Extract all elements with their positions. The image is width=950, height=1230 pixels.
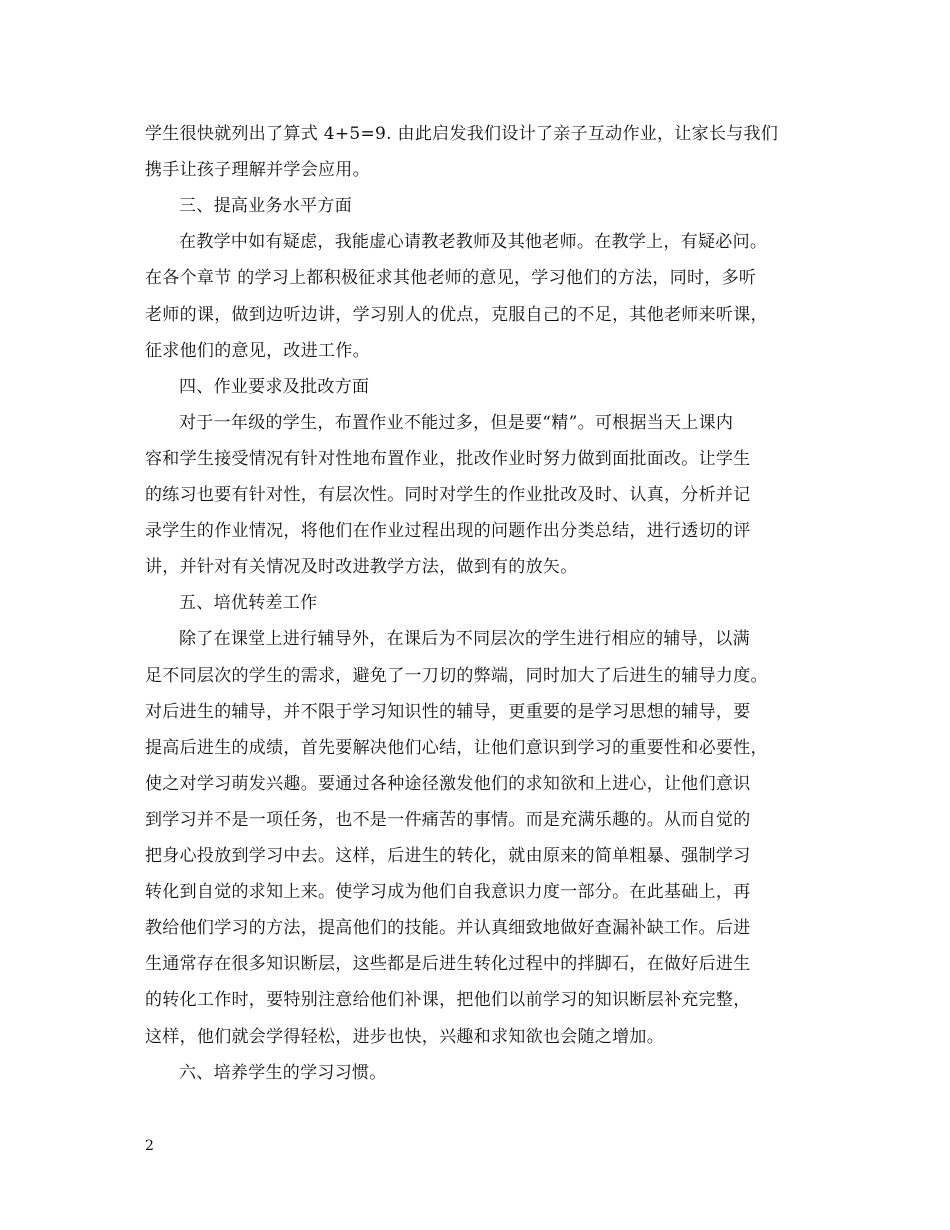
paragraph-line-indented: 除了在课堂上进行辅导外，在课后为不同层次的学生进行相应的辅导，以满 <box>179 629 750 649</box>
paragraph-line: 生通常存在很多知识断层，这些都是后进生转化过程中的拌脚石，在做好后进生 <box>145 954 751 974</box>
paragraph-line: 的转化工作时，要特别注意给他们补课，把他们以前学习的知识断层补充完整， <box>145 990 751 1010</box>
page-number: 2 <box>145 1138 154 1154</box>
paragraph-line: 这样，他们就会学得轻松，进步也快，兴趣和求知欲也会随之增加。 <box>145 1027 664 1047</box>
paragraph-line: 征求他们的意见，改进工作。 <box>145 341 370 361</box>
paragraph-line: 老师的课，做到边听边讲，学习别人的优点，克服自己的不足，其他老师来听课， <box>145 305 768 325</box>
paragraph-line: 提高后进生的成绩，首先要解决他们心结，让他们意识到学习的重要性和必要性， <box>145 738 768 758</box>
paragraph-line: 容和学生接受情况有针对性地布置作业，批改作业时努力做到面批面改。让学生 <box>145 449 751 469</box>
paragraph-line-indented: 五、培优转差工作 <box>179 593 318 613</box>
paragraph-line: 在各个章节 的学习上都积极征求其他老师的意见，学习他们的方法，同时，多听 <box>145 268 757 288</box>
paragraph-line-indented: 在教学中如有疑虑，我能虚心请教老教师及其他老师。在教学上，有疑必问。 <box>179 232 768 252</box>
paragraph-line-indented: 六、培养学生的学习习惯。 <box>179 1063 387 1083</box>
paragraph-line: 转化到自觉的求知上来。使学习成为他们自我意识力度一部分。在此基础上，再 <box>145 882 751 902</box>
paragraph-line: 对后进生的辅导，并不限于学习知识性的辅导，更重要的是学习思想的辅导，要 <box>145 702 751 722</box>
paragraph-line: 足不同层次的学生的需求，避免了一刀切的弊端，同时加大了后进生的辅导力度。 <box>145 666 768 686</box>
paragraph-line: 携手让孩子理解并学会应用。 <box>145 160 370 180</box>
paragraph-line-indented: 四、作业要求及批改方面 <box>179 377 370 397</box>
paragraph-line-indented: 对于一年级的学生，布置作业不能过多，但是要“精”。可根据当天上课内 <box>179 413 734 433</box>
paragraph-line: 的练习也要有针对性，有层次性。同时对学生的作业批改及时、认真，分析并记 <box>145 485 751 505</box>
paragraph-line: 讲，并针对有关情况及时改进教学方法，做到有的放矢。 <box>145 557 578 577</box>
paragraph-line: 到学习并不是一项任务，也不是一件痛苦的事情。而是充满乐趣的。从而自觉的 <box>145 810 751 830</box>
paragraph-line: 学生很快就列出了算式 4+5=9. 由此启发我们设计了亲子互动作业，让家长与我们 <box>145 124 779 144</box>
paragraph-line: 教给他们学习的方法，提高他们的技能。并认真细致地做好查漏补缺工作。后进 <box>145 918 751 938</box>
paragraph-line-indented: 三、提高业务水平方面 <box>179 196 352 216</box>
paragraph-line: 录学生的作业情况，将他们在作业过程出现的问题作出分类总结，进行透切的评 <box>145 521 751 541</box>
paragraph-line: 使之对学习萌发兴趣。要通过各种途径激发他们的求知欲和上进心，让他们意识 <box>145 774 751 794</box>
paragraph-line: 把身心投放到学习中去。这样，后进生的转化，就由原来的简单粗暴、强制学习 <box>145 846 751 866</box>
